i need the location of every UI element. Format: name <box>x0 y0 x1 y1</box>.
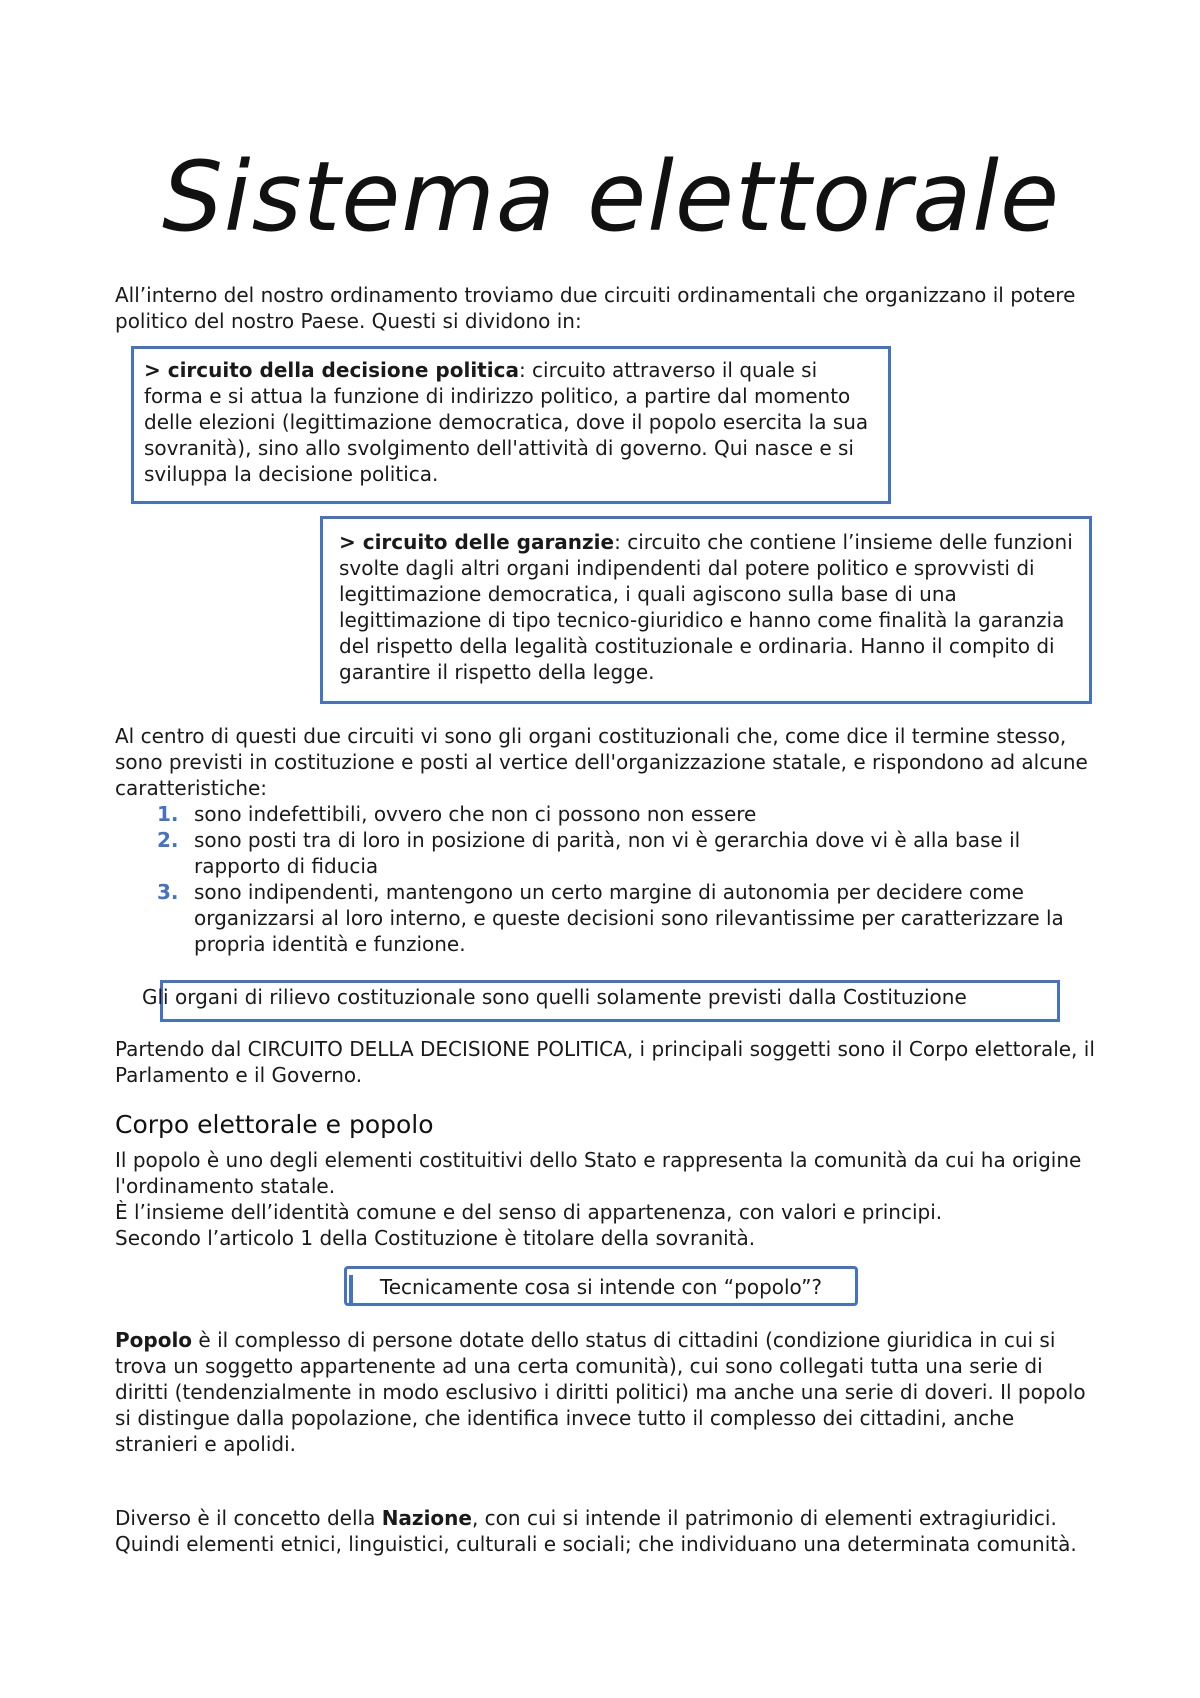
page-title: Sistema elettorale <box>161 141 1061 253</box>
list-item <box>115 827 1095 879</box>
list-number: 3. <box>157 880 179 904</box>
popolo-line-2: È l’insieme dell’identità comune e del senso di appartenenza, con valori e principi. <box>115 1200 943 1224</box>
relevance-note-text: Gli organi di rilievo costituzionale sono quelli solamente previsti dalla Costituzione <box>142 985 967 1009</box>
decision-circuit-term: > circuito della decisione politica <box>144 358 519 382</box>
list-item <box>115 879 1095 957</box>
nation-pre-text: Diverso è il concetto della <box>115 1506 382 1530</box>
characteristics-list <box>115 801 1095 957</box>
question-box: Tecnicamente cosa si intende con “popolo”? <box>344 1266 858 1306</box>
list-item-text: sono indipendenti, mantengono un certo margine di autonomia per decidere come organizzarsi al loro interno, e queste decisioni sono rilevantissime per caratterizzare la propria identità e funzione. <box>194 880 1064 956</box>
list-item-text: sono posti tra di loro in posizione di parità, non vi è gerarchia dove vi è alla base il rapporto di fiducia <box>194 828 1021 878</box>
list-number: 1. <box>157 802 179 826</box>
popolo-paragraph <box>115 1147 1095 1251</box>
organs-intro-paragraph: Al centro di questi due circuiti vi sono gli organi costituzionali che, come dice il termine stesso, sono previsti in costituzione e posti al vertice dell'organizzazione statale, e rispondono ad alcune caratteristiche: <box>115 724 1088 800</box>
decision-circuit-text: : circuito attraverso il quale si forma e si attua la funzione di indirizzo politico, a partire dal momento delle elezioni (legittimazione democratica, dove il popolo esercita la sua sovranità), sino allo svolgimento dell'attività di governo. Qui nasce e si sviluppa la decisione politica. <box>144 358 869 486</box>
popolo-definition-paragraph <box>115 1327 1095 1457</box>
popolo-line-3: Secondo l’articolo 1 della Costituzione è titolare della sovranità. <box>115 1226 756 1250</box>
nation-post-text: , con cui si intende il patrimonio di elementi extragiuridici. Quindi elementi etnici, linguistici, culturali e sociali; che individuano una determinata comunità. <box>115 1506 1077 1556</box>
popolo-line-1: Il popolo è uno degli elementi costituitivi dello Stato e rappresenta la comunità da cui ha origine l'ordinamento statale. <box>115 1148 1082 1198</box>
popolo-definition-text: è il complesso di persone dotate dello status di cittadini (condizione giuridica in cui si trova un soggetto appartenente ad una certa comunità), cui sono collegati tutta una serie di diritti (tendenzialmente in modo esclusivo i diritti politici) ma anche una serie di doveri. Il popolo si distingue dalla popolazione, che identifica invece tutto il complesso dei cittadini, anche stranieri e apolidi. <box>115 1328 1086 1456</box>
list-item-text: sono indefettibili, ovvero che non ci possono non essere <box>194 802 757 826</box>
nation-paragraph <box>115 1505 1095 1557</box>
popolo-term: Popolo <box>115 1328 193 1352</box>
list-number: 2. <box>157 828 179 852</box>
guarantees-circuit-box <box>320 516 1092 704</box>
guarantees-circuit-term: > circuito delle garanzie <box>339 530 615 554</box>
list-item <box>115 801 1095 827</box>
intro-paragraph: All’interno del nostro ordinamento troviamo due circuiti ordinamentali che organizzano il potere politico del nostro Paese. Questi si dividono in: <box>115 283 1076 333</box>
decision-circuit-paragraph: Partendo dal CIRCUITO DELLA DECISIONE POLITICA, i principali soggetti sono il Corpo elettorale, il Parlamento e il Governo. <box>115 1037 1095 1087</box>
guarantees-circuit-text: : circuito che contiene l’insieme delle funzioni svolte dagli altri organi indipendenti dal potere politico e sprovvisti di legittimazione democratica, i quali agiscono sulla base di una legittimazione di tipo tecnico-giuridico e hanno come finalità la garanzia del rispetto della legalità costituzionale e ordinaria. Hanno il compito di garantire il rispetto della legge. <box>339 530 1073 684</box>
decision-circuit-box <box>131 346 891 504</box>
nation-term: Nazione <box>381 1506 472 1530</box>
section-heading: Corpo elettorale e popolo <box>115 1110 434 1139</box>
